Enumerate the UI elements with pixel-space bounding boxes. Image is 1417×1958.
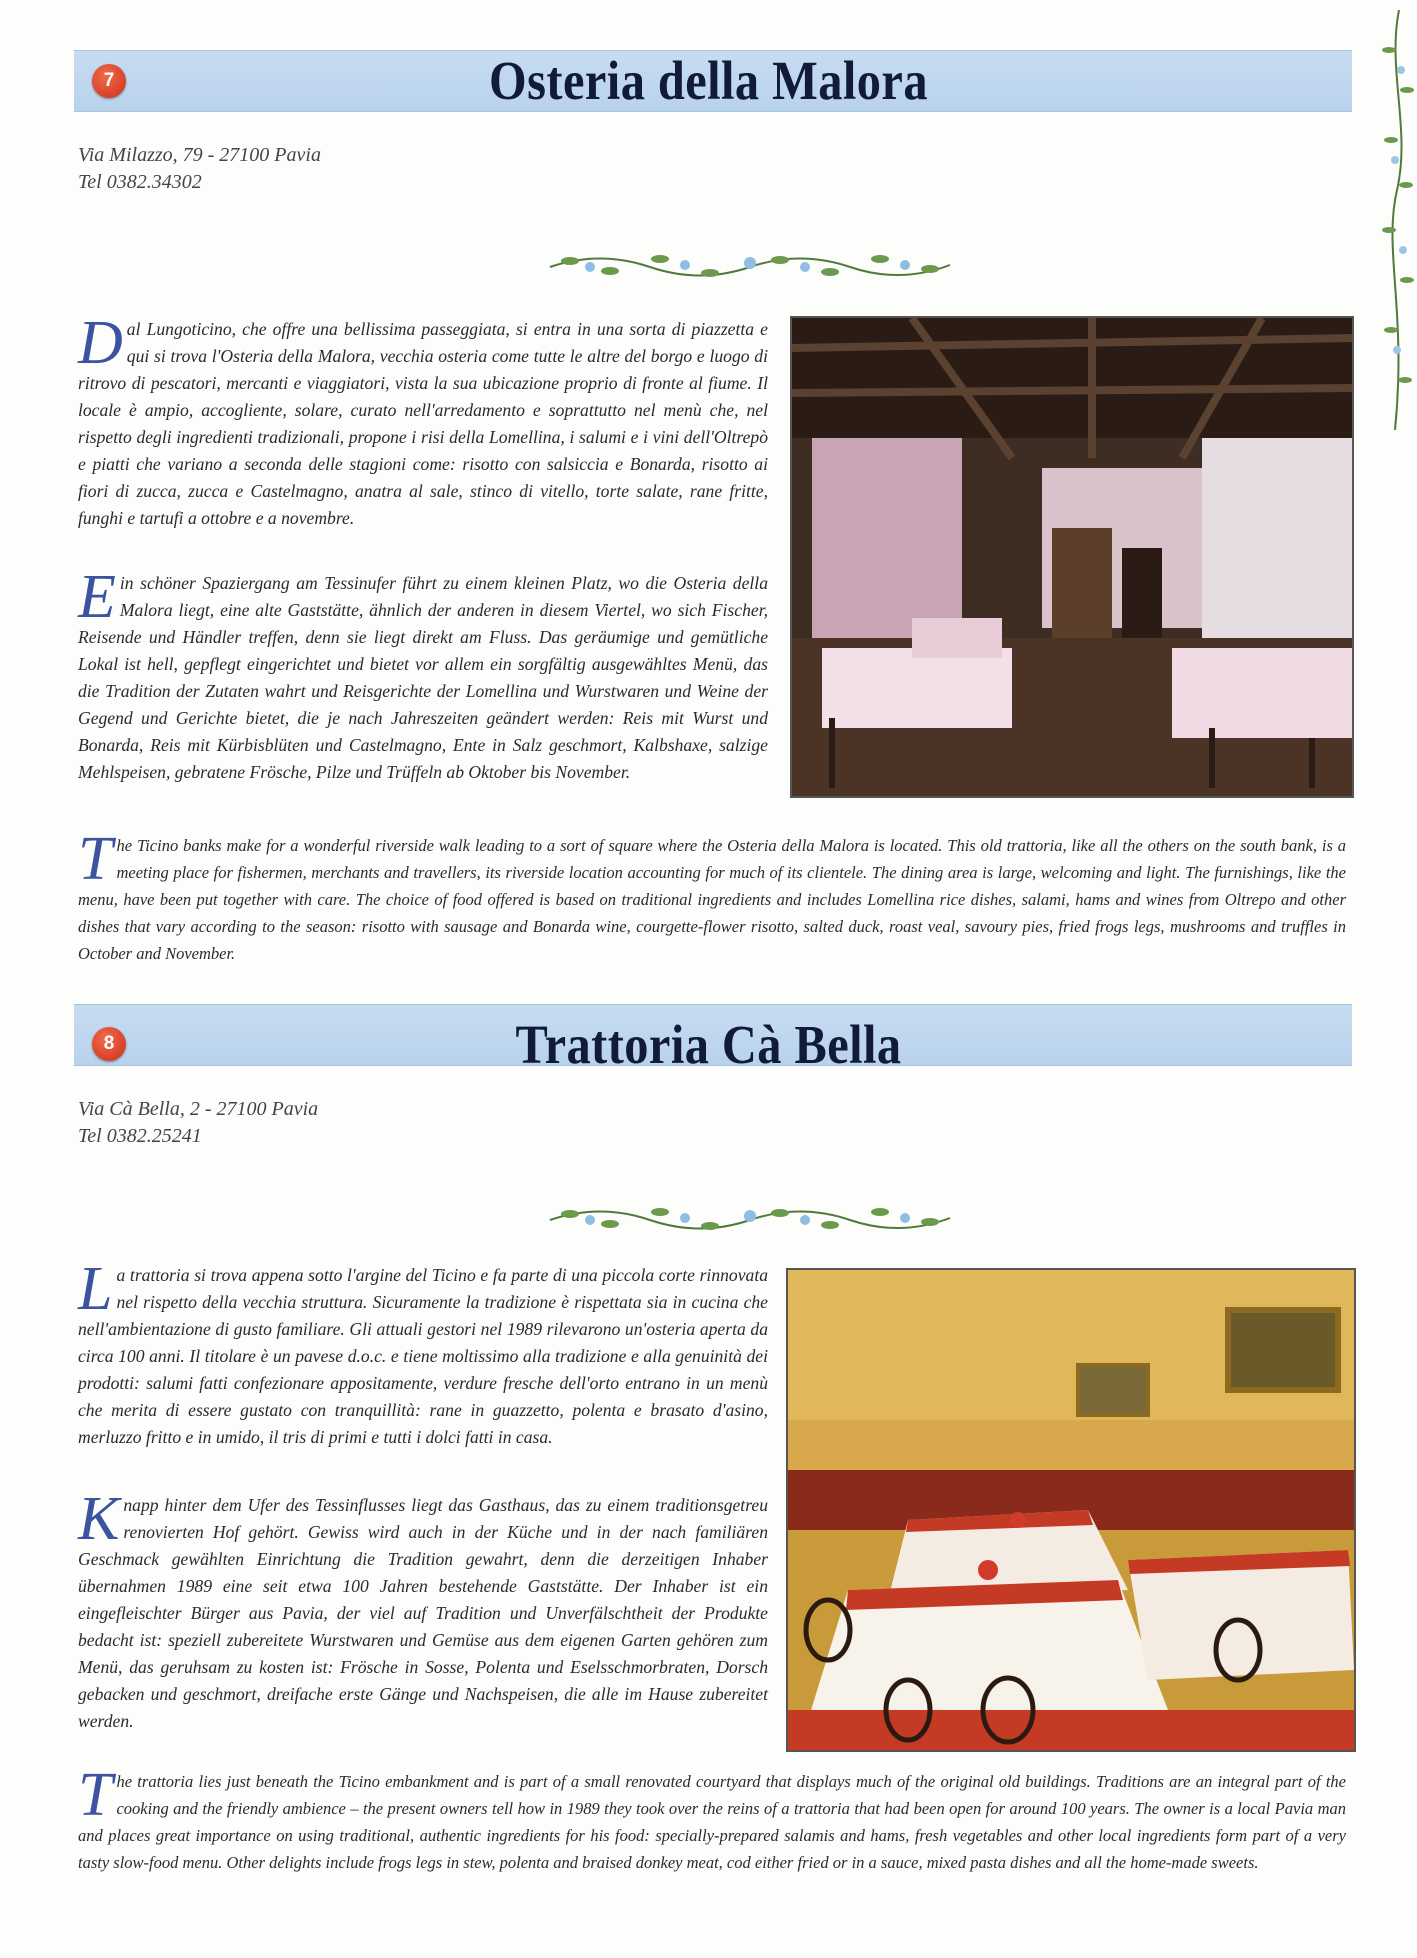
osteria-interior-photo — [790, 316, 1354, 798]
paragraph-text: al Lungoticino, che offre una bellissima passeggiata, si entra in una sorta di piazzetta e qui si trova l'Osteria della Malora, vecchia osteria come tutte le altre del borgo e luogo di ritrovo di pescatori, mercanti e viaggiatori, vista la sua ubicazione proprio di fronte al fiume. Il locale è ampio, accogliente, solare, curato nell'arredamento e soprattutto nel menù che, nel rispetto degli ingredienti tradizionali, propone i risi della Lomellina, i salumi e i vini dell'Oltrepò e piatti che variano a seconda delle stagioni come: risotto con salsiccia e Bonarda, risotto ai fiori di zucca, zucca e Castelmagno, anatra al sale, stinco di vitello, torte salate, rane fritte, funghi e tartufi a ottobre e a novembre. — [78, 319, 768, 528]
paragraph-text: he Ticino banks make for a wonderful riverside walk leading to a sort of square where the Osteria della Malora is located. This old trattoria, like all the others on the south bank, is a meeting place for fishermen, merchants and travellers, its riverside location accounting for much of its clientele. The dining area is large, welcoming and light. The furnishings, like the menu, have been put together with care. The choice of food offered is based on traditional ingredients and includes Lomellina rice dishes, salami, hams and wines from Oltrepo and other dishes that vary according to the season: risotto with sausage and Bonarda wine, courgette-flower risotto, salted duck, roast veal, savoury pies, fried frogs legs, mushrooms and truffles in October and November. — [78, 836, 1346, 963]
paragraph-text: napp hinter dem Ufer des Tessinflusses liegt das Gasthaus, das zu einem traditionsgetreu renovierten Hof gehört. Gewiss wird auch in der Küche und in der nach familiären Geschmack gewählten Einrichtung die Tradition gewahrt, denn die derzeitigen Inhaber übernahmen 1989 eine seit etwa 100 Jahren bestehende Gaststätte. Der Inhaber ist ein eingefleischter Bürger aus Pavia, der viel auf Tradition und Unverfälschtheit der Produkte bedacht ist: speziell zubereitete Wurstwaren und Gemüse aus dem eigenen Garten gehören zum Menü, das geruhsam zu kosten ist: Frösche in Sosse, Polenta und Eselsschmorbraten, Dorsch gebacken und geschmort, dreifache erste Gänge und Nachspeisen, die alle im Hause zubereitet werden. — [78, 1495, 768, 1731]
floral-ornament-2 — [540, 1198, 960, 1240]
section-1-title: Osteria della Malora — [489, 50, 928, 111]
section-2-italian-paragraph — [78, 1255, 768, 1451]
dropcap: T — [78, 825, 113, 893]
section-1-street: Via Milazzo, 79 - 27100 Pavia — [78, 144, 321, 166]
section-2-title: Trattoria Cà Bella — [515, 1014, 902, 1075]
section-2-address — [78, 1096, 318, 1150]
section-1-address — [78, 142, 321, 196]
section-1-number-badge: 7 — [92, 64, 126, 98]
paragraph-text: he trattoria lies just beneath the Ticino embankment and is part of a small renovated courtyard that displays much of the original old buildings. Traditions are an integral part of the cooking and the friendly ambience – the present owners tell how in 1989 they took over the reins of a trattoria that had been open for around 100 years. The owner is a local Pavia man and places great importance on using traditional, authentic ingredients for his food: specially-prepared salamis and hams, fresh vegetables and other local ingredients form part of a very tasty slow-food menu. Other delights include frogs legs in stew, polenta and braised donkey meat, cod either fried or in a sauce, mixed pasta dishes and all the home-made sweets. — [78, 1772, 1346, 1872]
vine-decoration — [1377, 10, 1417, 430]
floral-ornament-1 — [540, 245, 960, 287]
dropcap: E — [78, 563, 116, 631]
dropcap: D — [78, 309, 123, 377]
paragraph-text: in schöner Spaziergang am Tessinufer führt zu einem kleinen Platz, wo die Osteria della Malora liegt, eine alte Gaststätte, ähnlich der anderen in diesem Viertel, wo sich Fischer, Reisende und Händler treffen, denn sie liegt direkt am Fluss. Das geräumige und gemütliche Lokal ist hell, gepflegt eingerichtet und bietet vor allem ein sorgfältig ausgewähltes Menü, das die Tradition der Zutaten wahrt und Reisgerichte der Lomellina und Wurstwaren und Weine der Gegend und Gerichte bietet, die je nach Jahreszeiten geändert werden: Reis mit Wurst und Bonarda, Reis mit Kürbisblüten und Castelmagno, Ente in Salz geschmort, Kalbshaxe, salzige Mehlspeisen, gebratene Frösche, Pilze und Trüffeln ab Oktober bis November. — [78, 573, 768, 782]
section-2-street: Via Cà Bella, 2 - 27100 Pavia — [78, 1098, 319, 1120]
dropcap: L — [78, 1255, 113, 1323]
section-2-phone: Tel 0382.25241 — [78, 1125, 202, 1147]
section-2-number-badge: 8 — [92, 1027, 126, 1061]
section-1-italian-paragraph — [78, 309, 768, 532]
section-1-phone: Tel 0382.34302 — [78, 171, 202, 193]
section-1-german-paragraph — [78, 563, 768, 786]
section-1-english-paragraph — [78, 825, 1346, 967]
section-2-german-paragraph — [78, 1485, 768, 1735]
paragraph-text: a trattoria si trova appena sotto l'argine del Ticino e fa parte di una piccola corte rinnovata nel rispetto della vecchia struttura. Sicuramente la tradizione è rispettata sia in cucina che nell'ambientazione di gusto familiare. Gli attuali gestori nel 1989 rilevarono un'osteria aperta da circa 100 anni. Il titolare è un pavese d.o.c. e tiene moltissimo alla tradizione e alla genuinità dei prodotti: salumi fatti confezionare appositamente, verdure fresche dell'orto entrano in un menù che merita di essere gustato con tranquillità: rane in guazzetto, polenta e brasato d'asino, merluzzo fritto e in umido, il tris di primi e tutti i dolci fatti in casa. — [78, 1265, 768, 1447]
dropcap: T — [78, 1761, 113, 1829]
dropcap: K — [78, 1485, 120, 1553]
trattoria-interior-photo — [786, 1268, 1356, 1752]
section-2-english-paragraph — [78, 1761, 1346, 1876]
